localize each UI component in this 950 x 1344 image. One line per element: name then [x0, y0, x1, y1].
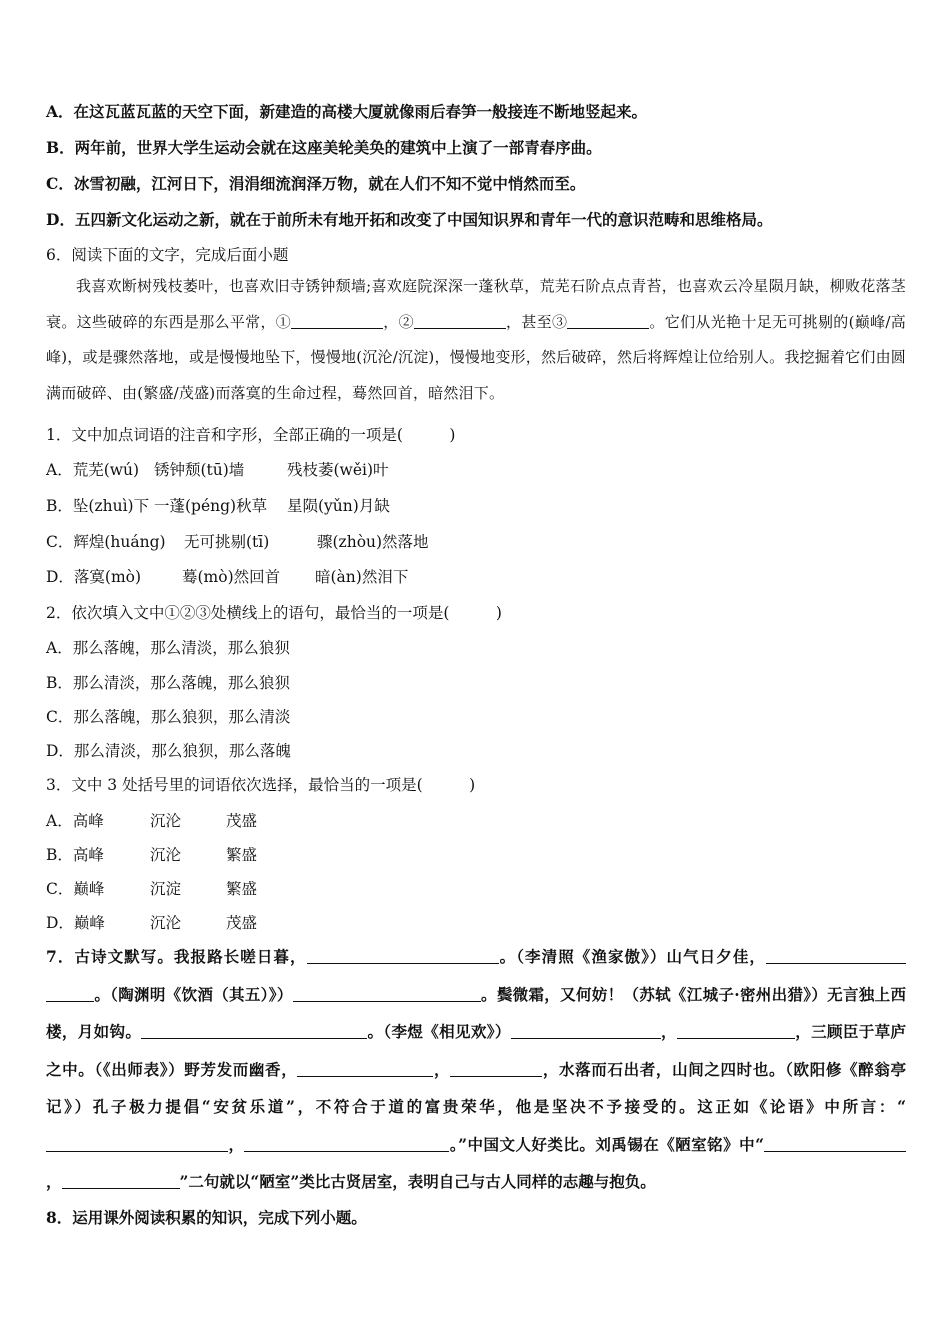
sub1-option-a [46, 460, 906, 480]
blank-3[interactable] [567, 312, 649, 329]
passage-text-4: 。它们从光艳十足无可挑剔的(巅峰/高峰)，或是骤然落地，或是慢慢地坠下，慢慢地(沉沦/沉淀)，慢慢地变形，然后破碎，然后将辉煌让位给别人。我挖掘着它们由圆满而破碎、由(繁盛/茂盛)而落寞的生命过程，蓦然回首，暗然泪下。 [46, 312, 906, 402]
q7-blank-10[interactable] [244, 1135, 449, 1152]
option-part: 星陨(yǔn)月缺 [287, 497, 390, 515]
sub2-option-a: A．那么落魄，那么清淡，那么狼狈 [46, 639, 290, 657]
q7-blank-2b[interactable] [46, 985, 94, 1002]
q6-passage [46, 269, 906, 411]
passage-text-3: ，甚至③ [505, 312, 568, 331]
q7-blank-11[interactable] [764, 1135, 808, 1152]
q7-text: ， [46, 1172, 62, 1191]
option-part: 沉淀 [150, 880, 182, 898]
option-part: A．高峰 [46, 812, 104, 830]
option-part: 沉沦 [150, 846, 182, 864]
q7-text: ， [228, 1134, 245, 1154]
passage-text-1: 我喜欢断树残枝萎叶，也喜欢旧寺锈钟颓墙;喜欢庭院深深一蓬秋草，荒芜石阶点点青苔，也喜欢云冷星陨月缺，柳败花落茎衰。这些破碎的东西是那么平常，① [46, 277, 906, 331]
q5-option-a: A．在这瓦蓝瓦蓝的天空下面，新建造的高楼大厦就像雨后春笋一般接连不断地竖起来。 [46, 102, 648, 121]
option-part: 一蓬(péng)秋草 [154, 497, 268, 515]
sub3-option-d [46, 913, 906, 933]
sub2-option-b: B．那么清淡，那么落魄，那么狼狈 [46, 674, 290, 692]
q5-option-c: C．冰雪初融，江河日下，涓涓细流润泽万物，就在人们不知不觉中悄然而至。 [46, 174, 586, 193]
blank-1[interactable] [291, 312, 383, 329]
sub1-stem: 1．文中加点词语的注音和字形，全部正确的一项是( ) [46, 426, 456, 444]
blank-2[interactable] [414, 312, 506, 329]
q7-blank-2[interactable] [766, 947, 906, 964]
q7-blank-3[interactable] [293, 985, 481, 1002]
sub3-option-b [46, 845, 906, 865]
q7-text: 。（陶渊明《饮酒（其五）》） [94, 984, 293, 1004]
option-part: 无可挑剔(tī) [184, 533, 270, 551]
q7-text: 。”中国文人好类比。刘禹锡在《陋室铭》中“ [449, 1134, 764, 1154]
option-part: D．落寞(mò) [46, 568, 142, 586]
option-part: 残枝萎(wěi)叶 [287, 461, 389, 479]
q7-text: 7．古诗文默写。我报路长嗟日暮， [46, 947, 307, 966]
option-part: 茂盛 [226, 812, 258, 830]
sub3-stem: 3．文中 3 处括号里的词语依次选择，最恰当的一项是( ) [46, 776, 476, 794]
q7-text: ”二句就以“陋室”类比古贤居室，表明自己与古人同样的志趣与抱负。 [179, 1172, 656, 1191]
sub2-option-d: D．那么清淡，那么狼狈，那么落魄 [46, 742, 291, 760]
q7-text: ， [660, 1022, 677, 1041]
q7-blank-5[interactable] [511, 1022, 661, 1039]
q8-heading: 8．运用课外阅读积累的知识，完成下列小题。 [46, 1208, 367, 1227]
q7-blank-7[interactable] [297, 1060, 433, 1077]
option-part: B．高峰 [46, 846, 104, 864]
option-part: 暗(àn)然泪下 [315, 568, 409, 586]
option-part: 锈钟颓(tū)墙 [154, 461, 245, 479]
q7-blank-4[interactable] [141, 1022, 367, 1039]
q7-blank-1[interactable] [307, 947, 499, 964]
option-part: B．坠(zhuì)下 [46, 497, 150, 515]
option-part: C．巅峰 [46, 880, 105, 898]
q5-option-d: D．五四新文化运动之新，就在于前所未有地开拓和改变了中国知识界和青年一代的意识范畴和思维格局。 [46, 210, 773, 229]
option-part: C．辉煌(huáng) [46, 533, 166, 551]
option-part: 骤(zhòu)然落地 [317, 533, 429, 551]
q7-blank-11b[interactable] [808, 1135, 906, 1152]
q7-blank-12[interactable] [62, 1172, 180, 1189]
q6-heading: 6．阅读下面的文字，完成后面小题 [46, 246, 289, 264]
option-part: 繁盛 [226, 880, 258, 898]
option-part: A．荒芜(wú) [46, 461, 140, 479]
option-part: 沉沦 [150, 812, 182, 830]
q7-text: ，三顾臣于草庐之中。（《出师表》）野芳发而幽香， [46, 1022, 906, 1079]
sub3-option-c [46, 879, 906, 899]
q7-text: 。（李清照《渔家傲》）山气日夕佳， [498, 947, 766, 966]
option-part: 繁盛 [226, 846, 258, 864]
q7-recitation [46, 938, 906, 1201]
sub3-option-a [46, 811, 906, 831]
option-part: 蓦(mò)然回首 [182, 568, 281, 586]
sub1-option-c [46, 532, 906, 552]
option-part: 茂盛 [226, 914, 258, 932]
option-part: 沉沦 [150, 914, 182, 932]
passage-text-2: ，② [383, 312, 414, 331]
q7-blank-6[interactable] [677, 1022, 795, 1039]
q7-text: ，水落而石出者，山间之四时也。（欧阳修《醉翁亭记》）孔子极力提倡“安贫乐道”，不符合于道的富贵荣华，他是坚决不予接受的。这正如《论语》中所言：“ [46, 1059, 906, 1116]
q7-text: 。鬓微霜，又何妨！（苏轼《江城子·密州出猎》）无言独上西楼，月如钩。 [46, 984, 906, 1041]
option-part: D．巅峰 [46, 914, 105, 932]
q7-blank-9[interactable] [46, 1135, 228, 1152]
q7-text: 。（李煜《相见欢》） [367, 1022, 511, 1041]
q5-option-b: B．两年前，世界大学生运动会就在这座美轮美奂的建筑中上演了一部青春序曲。 [46, 138, 602, 157]
q7-blank-8[interactable] [450, 1060, 542, 1077]
sub2-stem: 2．依次填入文中①②③处横线上的语句，最恰当的一项是( ) [46, 604, 502, 622]
sub1-option-d [46, 567, 906, 587]
q7-text: ， [433, 1059, 451, 1079]
sub2-option-c: C．那么落魄，那么狼狈，那么清淡 [46, 708, 291, 726]
sub1-option-b [46, 496, 906, 516]
